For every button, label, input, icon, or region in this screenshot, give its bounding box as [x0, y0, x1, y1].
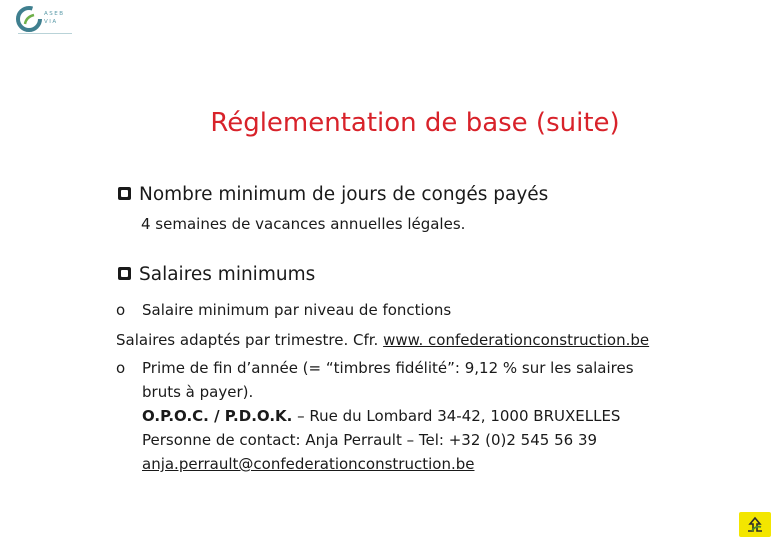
logo-mark-icon — [16, 6, 42, 32]
square-bullet-icon — [118, 267, 131, 280]
section-heading-conges — [118, 184, 548, 205]
salaire-item-2 — [116, 356, 634, 380]
item-text: Prime de fin d’année (= “timbres fidélité”: 9,12 % sur les salaires — [142, 359, 634, 377]
org-line — [142, 404, 620, 428]
org-address: – Rue du Lombard 34-42, 1000 BRUXELLES — [292, 407, 621, 425]
item2-continuation: bruts à payer). — [142, 383, 254, 401]
home-button[interactable] — [739, 512, 771, 537]
confederation-link[interactable]: www. confederationconstruction.be — [383, 331, 650, 349]
slide-title: Réglementation de base (suite) — [210, 108, 620, 138]
salaires-adaptes-line — [116, 328, 649, 352]
square-bullet-icon — [118, 187, 131, 200]
logo-text: ASEB VIA — [44, 11, 65, 25]
home-arrow-icon — [739, 512, 771, 537]
heading-text: Salaires minimums — [139, 264, 316, 285]
contact-line: Personne de contact: Anja Perrault – Tel: +32 (0)2 545 56 39 — [142, 431, 598, 449]
company-logo — [16, 6, 76, 38]
conges-detail: 4 semaines de vacances annuelles légales. — [141, 215, 466, 233]
line-text: Salaires adaptés par trimestre. Cfr. — [116, 331, 384, 349]
org-name: O.P.O.C. / P.D.O.K. — [142, 407, 293, 425]
item-text: Salaire minimum par niveau de fonctions — [142, 301, 452, 319]
circle-bullet-icon: o — [116, 359, 126, 377]
salaire-item-1 — [116, 298, 451, 322]
logo-underline — [18, 33, 72, 34]
heading-text: Nombre minimum de jours de congés payés — [139, 184, 549, 205]
email-link[interactable]: anja.perrault@confederationconstruction.be — [142, 455, 475, 473]
circle-bullet-icon: o — [116, 301, 126, 319]
section-heading-salaires — [118, 264, 315, 285]
